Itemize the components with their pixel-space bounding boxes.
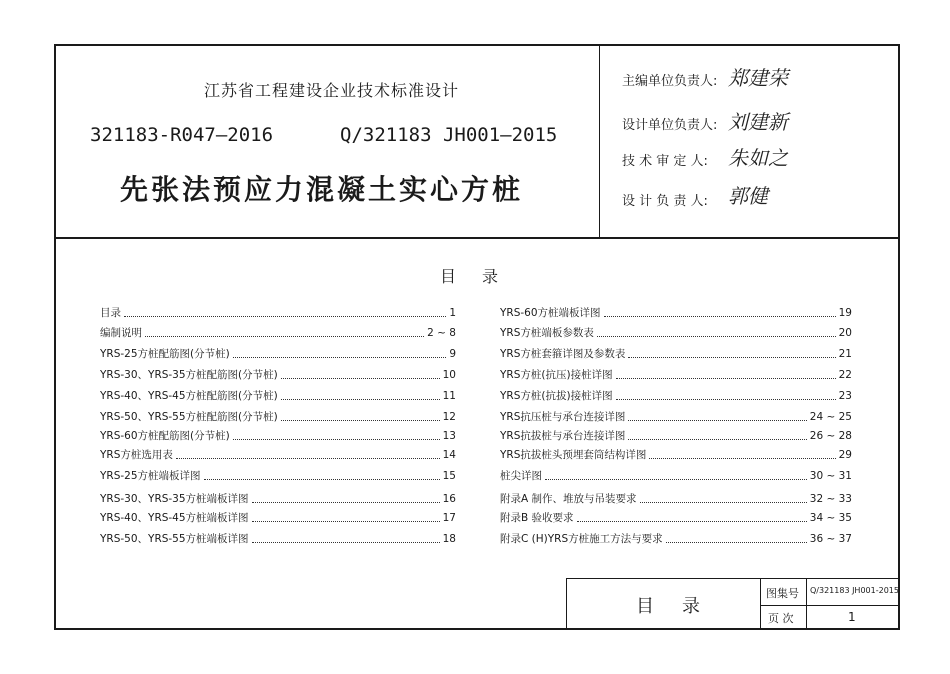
toc-item-title: YRS抗拔桩与承台连接详图	[500, 430, 626, 442]
toc-leader-dots	[616, 378, 836, 379]
toc-item[interactable]	[500, 532, 852, 546]
toc-item[interactable]	[500, 306, 852, 320]
toc-item-title: YRS抗拔桩头预埋套筒结构详图	[500, 449, 647, 461]
title-block-mid-line	[760, 605, 900, 606]
toc-item[interactable]	[100, 410, 456, 424]
toc-item-page: 36 ~ 37	[809, 533, 852, 545]
toc-leader-dots	[233, 357, 447, 358]
title-block-label-line	[760, 578, 761, 630]
toc-item-title: YRS-25方桩配筋图(分节桩)	[100, 348, 230, 360]
toc-item-page: 32 ~ 33	[809, 493, 852, 505]
title-block-title: 目录	[636, 596, 728, 617]
toc-item-page: 23	[838, 390, 852, 402]
toc-item-page: 18	[442, 533, 456, 545]
toc-item-title: 附录A 制作、堆放与吊装要求	[500, 493, 637, 505]
toc-item-title: YRS方桩选用表	[100, 449, 173, 461]
toc-leader-dots	[649, 458, 835, 459]
toc-item-page: 17	[442, 512, 456, 524]
toc-item[interactable]	[100, 448, 456, 462]
toc-leader-dots	[252, 502, 440, 503]
page-number-value: 1	[848, 610, 856, 624]
page-number-label: 页 次	[768, 612, 794, 625]
toc-item[interactable]	[100, 368, 456, 382]
atlas-number-label: 图集号	[766, 587, 799, 600]
toc-leader-dots	[124, 316, 446, 317]
toc-item[interactable]	[500, 410, 852, 424]
title-block-value-line	[806, 578, 807, 630]
header-divider	[54, 237, 900, 239]
toc-item-page: 21	[838, 348, 852, 360]
toc-leader-dots	[666, 542, 807, 543]
toc-item-title: 编制说明	[100, 327, 142, 339]
toc-leader-dots	[628, 420, 806, 421]
toc-heading: 目录	[440, 267, 525, 286]
toc-item-page: 29	[838, 449, 852, 461]
toc-item[interactable]	[100, 469, 456, 483]
signature-chief-editor: 郑建荣	[728, 66, 788, 90]
role-design-lead: 设 计 负 责 人:	[622, 194, 708, 209]
role-design-unit: 设计单位负责人:	[622, 118, 718, 133]
toc-item-page: 16	[442, 493, 456, 505]
signature-design-lead: 郭健	[728, 184, 768, 208]
toc-item-page: 34 ~ 35	[809, 512, 852, 524]
toc-item-title: 桩尖详图	[500, 470, 542, 482]
toc-item-title: YRS-30、YRS-35方桩端板详图	[100, 493, 249, 505]
toc-leader-dots	[597, 336, 836, 337]
toc-leader-dots	[145, 336, 424, 337]
toc-item-page: 10	[442, 369, 456, 381]
toc-item[interactable]	[500, 511, 852, 525]
toc-item[interactable]	[500, 368, 852, 382]
toc-item-page: 30 ~ 31	[809, 470, 852, 482]
toc-leader-dots	[628, 439, 806, 440]
toc-item[interactable]	[100, 532, 456, 546]
standard-code-left: 321183-R047—2016	[90, 124, 274, 146]
toc-item[interactable]	[100, 429, 456, 443]
toc-item-title: YRS-30、YRS-35方桩配筋图(分节桩)	[100, 369, 278, 381]
toc-item-title: YRS-25方桩端板详图	[100, 470, 201, 482]
standard-code-right: Q/321183 JH001—2015	[340, 124, 558, 146]
toc-item-title: 附录B 验收要求	[500, 512, 574, 524]
title-block-top-line	[566, 578, 900, 579]
toc-item-title: YRS方桩套箍详图及参数表	[500, 348, 626, 360]
toc-item-page: 22	[838, 369, 852, 381]
toc-item-page: 20	[838, 327, 852, 339]
toc-leader-dots	[545, 479, 807, 480]
toc-item-page: 2 ~ 8	[427, 327, 456, 339]
toc-item-title: YRS-40、YRS-45方桩配筋图(分节桩)	[100, 390, 278, 402]
title-block-left-line	[566, 578, 567, 630]
toc-leader-dots	[281, 378, 440, 379]
toc-item-title: YRS-40、YRS-45方桩端板详图	[100, 512, 249, 524]
toc-item-title: YRS-50、YRS-55方桩配筋图(分节桩)	[100, 411, 278, 423]
toc-item-title: YRS-60方桩端板详图	[500, 307, 601, 319]
document-title: 先张法预应力混凝土实心方桩	[120, 173, 524, 206]
toc-item[interactable]	[500, 429, 852, 443]
toc-leader-dots	[604, 316, 836, 317]
toc-item[interactable]	[500, 469, 852, 483]
organization-name: 江苏省工程建设企业技术标准设计	[204, 81, 460, 100]
toc-leader-dots	[628, 357, 835, 358]
toc-item-page: 26 ~ 28	[809, 430, 852, 442]
signature-design-unit: 刘建新	[728, 110, 788, 134]
role-chief-editor: 主编单位负责人:	[622, 74, 718, 89]
toc-item[interactable]	[100, 326, 456, 340]
header-vertical-divider	[599, 44, 600, 238]
toc-leader-dots	[616, 399, 836, 400]
toc-item-title: YRS方桩端板参数表	[500, 327, 594, 339]
toc-leader-dots	[252, 542, 440, 543]
toc-item-title: YRS-50、YRS-55方桩端板详图	[100, 533, 249, 545]
toc-leader-dots	[233, 439, 440, 440]
toc-item-title: YRS方桩(抗拔)接桩详图	[500, 390, 613, 402]
toc-item-page: 13	[442, 430, 456, 442]
toc-leader-dots	[281, 399, 440, 400]
toc-leader-dots	[176, 458, 440, 459]
toc-leader-dots	[577, 521, 807, 522]
toc-item[interactable]	[500, 326, 852, 340]
role-technical-reviewer: 技 术 审 定 人:	[622, 154, 708, 169]
toc-item-page: 9	[449, 348, 456, 360]
toc-item-title: 目录	[100, 307, 121, 319]
toc-leader-dots	[281, 420, 440, 421]
toc-item-page: 19	[838, 307, 852, 319]
toc-item-title: 附录C (H)YRS方桩施工方法与要求	[500, 533, 663, 545]
atlas-number-value: Q/321183 JH001-2015	[810, 586, 899, 595]
toc-item[interactable]	[500, 389, 852, 403]
toc-item-page: 14	[442, 449, 456, 461]
toc-item-title: YRS抗压桩与承台连接详图	[500, 411, 626, 423]
toc-leader-dots	[640, 502, 807, 503]
toc-item[interactable]	[100, 306, 456, 320]
toc-item-page: 24 ~ 25	[809, 411, 852, 423]
toc-item-page: 12	[442, 411, 456, 423]
toc-item[interactable]	[500, 492, 852, 506]
toc-item[interactable]	[100, 389, 456, 403]
toc-item-page: 1	[449, 307, 456, 319]
toc-item[interactable]	[100, 511, 456, 525]
toc-item[interactable]	[100, 347, 456, 361]
toc-item-page: 11	[442, 390, 456, 402]
toc-item-page: 15	[442, 470, 456, 482]
toc-item[interactable]	[100, 492, 456, 506]
toc-item-title: YRS-60方桩配筋图(分节桩)	[100, 430, 230, 442]
toc-item[interactable]	[500, 448, 852, 462]
toc-leader-dots	[204, 479, 440, 480]
toc-leader-dots	[252, 521, 440, 522]
signature-technical-reviewer: 朱如之	[728, 146, 788, 170]
toc-item-title: YRS方桩(抗压)接桩详图	[500, 369, 613, 381]
toc-item[interactable]	[500, 347, 852, 361]
